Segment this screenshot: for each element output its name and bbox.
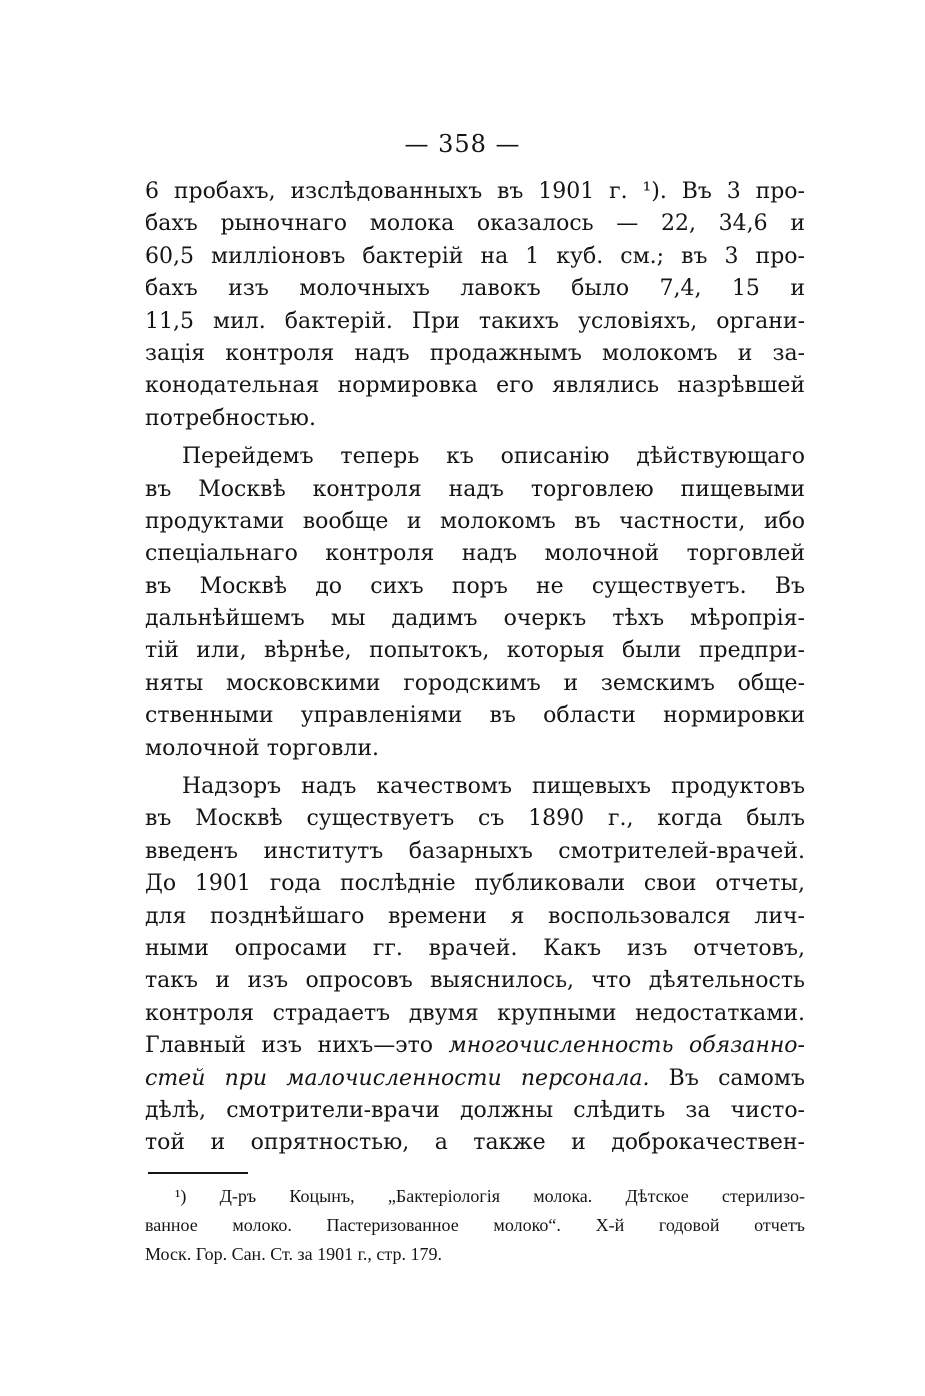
text-line: дальнѣйшемъ мы дадимъ очеркъ тѣхъ мѣропрія- <box>145 606 805 632</box>
text-line <box>145 1030 805 1062</box>
text-line: молочной торговли. <box>145 735 379 761</box>
text-line: дѣлѣ, смотрители-врачи должны слѣдить за чисто- <box>145 1097 805 1123</box>
text-line: 11,5 мил. бактерій. При такихъ условіяхъ, органи- <box>145 308 805 334</box>
text-line: 6 пробахъ, изслѣдованныхъ въ 1901 г. ¹). Въ 3 про- <box>145 179 805 204</box>
paragraph-1 <box>145 176 805 435</box>
text-line: До 1901 года послѣдніе публиковали свои отчеты, <box>145 871 805 897</box>
text-line: тій или, вѣрнѣе, попытокъ, которыя были предпри- <box>145 638 805 664</box>
text-line: конодательная нормировка его являлись назрѣвшей <box>145 373 805 399</box>
text-line: ными опросами гг. врачей. Какъ изъ отчетовъ, <box>145 935 805 961</box>
text-line: той и опрятностью, а также и доброкачествен- <box>145 1130 805 1156</box>
text-line: Надзоръ надъ качествомъ пищевыхъ продуктовъ <box>182 774 805 800</box>
text-line: въ Москвѣ существуетъ съ 1890 г., когда былъ <box>145 806 805 832</box>
text-line: Перейдемъ теперь къ описанію дѣйствующаго <box>182 444 805 470</box>
text-line: продуктами вообще и молокомъ въ частности, ибо <box>145 508 805 534</box>
text-line: бахъ изъ молочныхъ лавокъ было 7,4, 15 и <box>145 276 805 302</box>
footnote <box>145 1182 805 1269</box>
text-line: бахъ рыночнаго молока оказалось — 22, 34,6 и <box>145 211 805 237</box>
text-span: Въ самомъ <box>649 1065 805 1091</box>
text-line <box>145 1063 805 1095</box>
footnote-line: ¹) Д-ръ Коцынъ, „Бактеріологія молока. Дѣтское стерилизо- <box>175 1186 805 1206</box>
footnote-line: Моск. Гор. Сан. Ст. за 1901 г., стр. 179. <box>145 1244 442 1264</box>
emphasis-text: многочисленность обязанно- <box>448 1033 805 1059</box>
text-line: спеціальнаго контроля надъ молочной торговлей <box>145 541 805 567</box>
text-line: потребностью. <box>145 405 316 431</box>
text-line: няты московскими городскимъ и земскимъ обще- <box>145 670 805 696</box>
paragraph-3 <box>145 771 805 1160</box>
text-line: такъ и изъ опросовъ выяснилось, что дѣятельность <box>145 968 805 994</box>
text-span: Главный изъ нихъ—это <box>145 1033 449 1059</box>
page-number: — 358 — <box>404 130 521 158</box>
text-line: введенъ институтъ базарныхъ смотрителей-врачей. <box>145 838 805 864</box>
text-line: ственными управленіями въ области нормировки <box>145 703 805 729</box>
body-text <box>145 176 805 1160</box>
footnote-line: ванное молоко. Пастеризованное молоко“. Х-й годовой отчетъ <box>145 1215 805 1235</box>
text-line: зація контроля надъ продажнымъ молокомъ и за- <box>145 340 805 366</box>
text-line: для позднѣйшаго времени я воспользовался лич- <box>145 903 805 929</box>
emphasis-text: стей при малочисленности персонала. <box>145 1065 650 1091</box>
paragraph-2 <box>145 441 805 765</box>
text-line: контроля страдаетъ двумя крупными недостатками. <box>145 1000 805 1026</box>
text-line: въ Москвѣ до сихъ поръ не существуетъ. Въ <box>145 573 805 599</box>
text-line: въ Москвѣ контроля надъ торговлею пищевыми <box>145 476 805 502</box>
footnote-divider <box>148 1172 248 1174</box>
text-line: 60,5 милліоновъ бактерій на 1 куб. см.; въ 3 про- <box>145 243 805 269</box>
